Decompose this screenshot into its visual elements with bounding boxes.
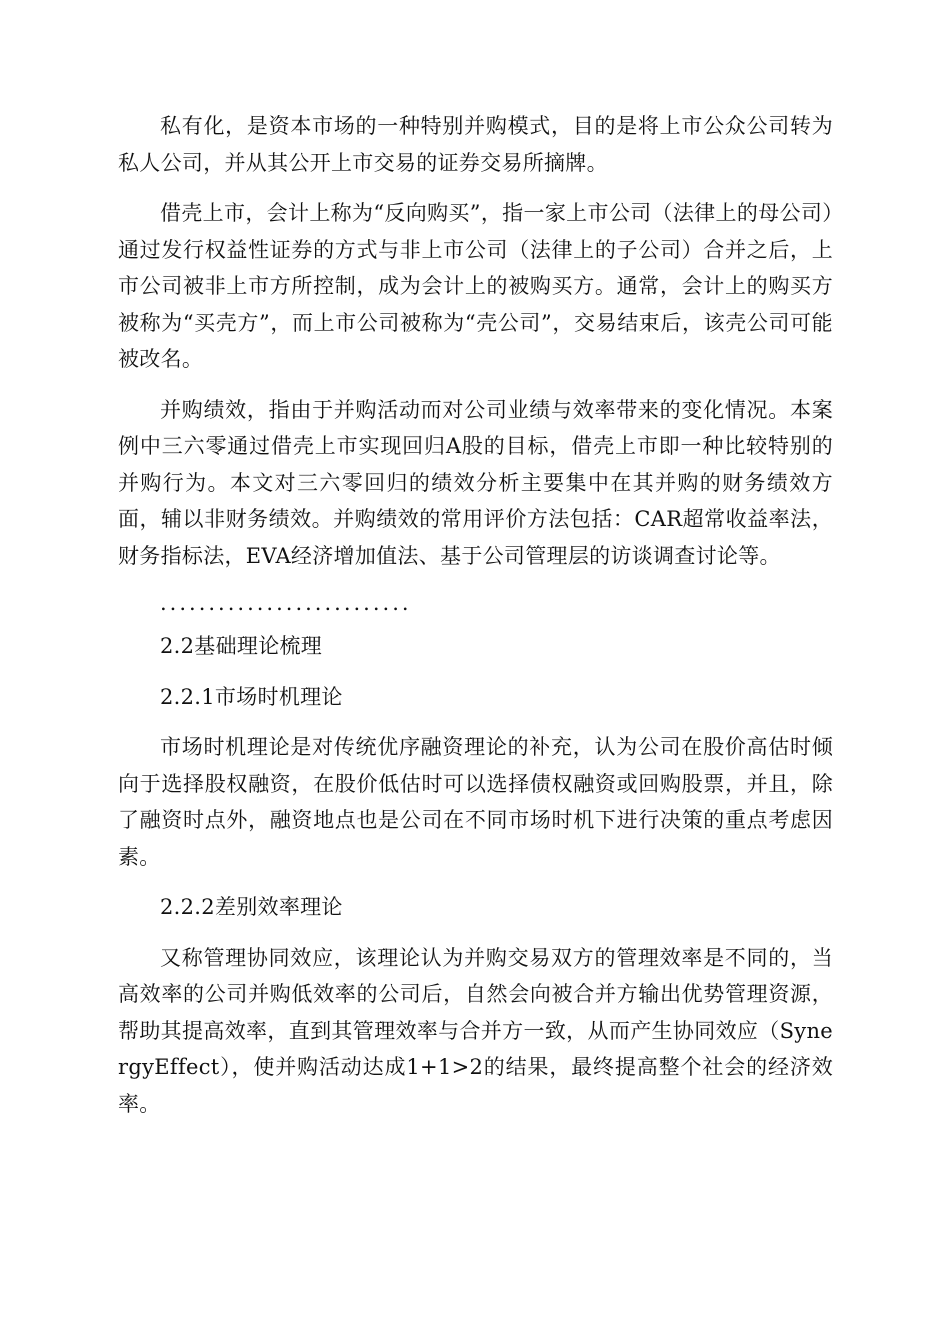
- paragraph-market-timing: 市场时机理论是对传统优序融资理论的补充，认为公司在股价高估时倾向于选择股权融资，在股价低估时可以选择债权融资或回购股票，并且，除了融资时点外，融资地点也是公司在不同市场时机下进行决策的重点考虑因素。: [118, 735, 833, 869]
- ellipsis-separator: ..........................: [160, 591, 412, 615]
- paragraph-privatization: 私有化，是资本市场的一种特别并购模式，目的是将上市公众公司转为私人公司，并从其公开上市交易的证券交易所摘牌。: [118, 114, 833, 175]
- paragraph-differential-efficiency: 又称管理协同效应，该理论认为并购交易双方的管理效率是不同的，当高效率的公司并购低效率的公司后，自然会向被合并方输出优势管理资源，帮助其提高效率，直到其管理效率与合并方一致，从而产生协同效应（SynergyEffect），使并购活动达成1+1>2的结果，最终提高整个社会的经济效率。: [118, 945, 833, 1116]
- paragraph-backdoor-listing: 借壳上市，会计上称为“反向购买”，指一家上市公司（法律上的母公司）通过发行权益性证券的方式与非上市公司（法律上的子公司）合并之后，上市公司被非上市方所控制，成为会计上的被购买方。通常，会计上的购买方被称为“买壳方”，而上市公司被称为“壳公司”，交易结束后，该壳公司可能被改名。: [118, 201, 833, 371]
- paragraph-merger-performance: 并购绩效，指由于并购活动而对公司业绩与效率带来的变化情况。本案例中三六零通过借壳上市实现回归A股的目标，借壳上市即一种比较特别的并购行为。本文对三六零回归的绩效分析主要集中在其并购的财务绩效方面，辅以非财务绩效。并购绩效的常用评价方法包括：CAR超常收益率法，财务指标法，EVA经济增加值法、基于公司管理层的访谈调查讨论等。: [118, 397, 833, 568]
- document-page: [118, 108, 833, 1136]
- section-heading-2-2-2: 2.2.2差别效率理论: [160, 895, 343, 919]
- section-heading-2-2-1: 2.2.1市场时机理论: [160, 684, 343, 709]
- section-heading-2-2: 2.2基础理论梳理: [160, 634, 323, 658]
